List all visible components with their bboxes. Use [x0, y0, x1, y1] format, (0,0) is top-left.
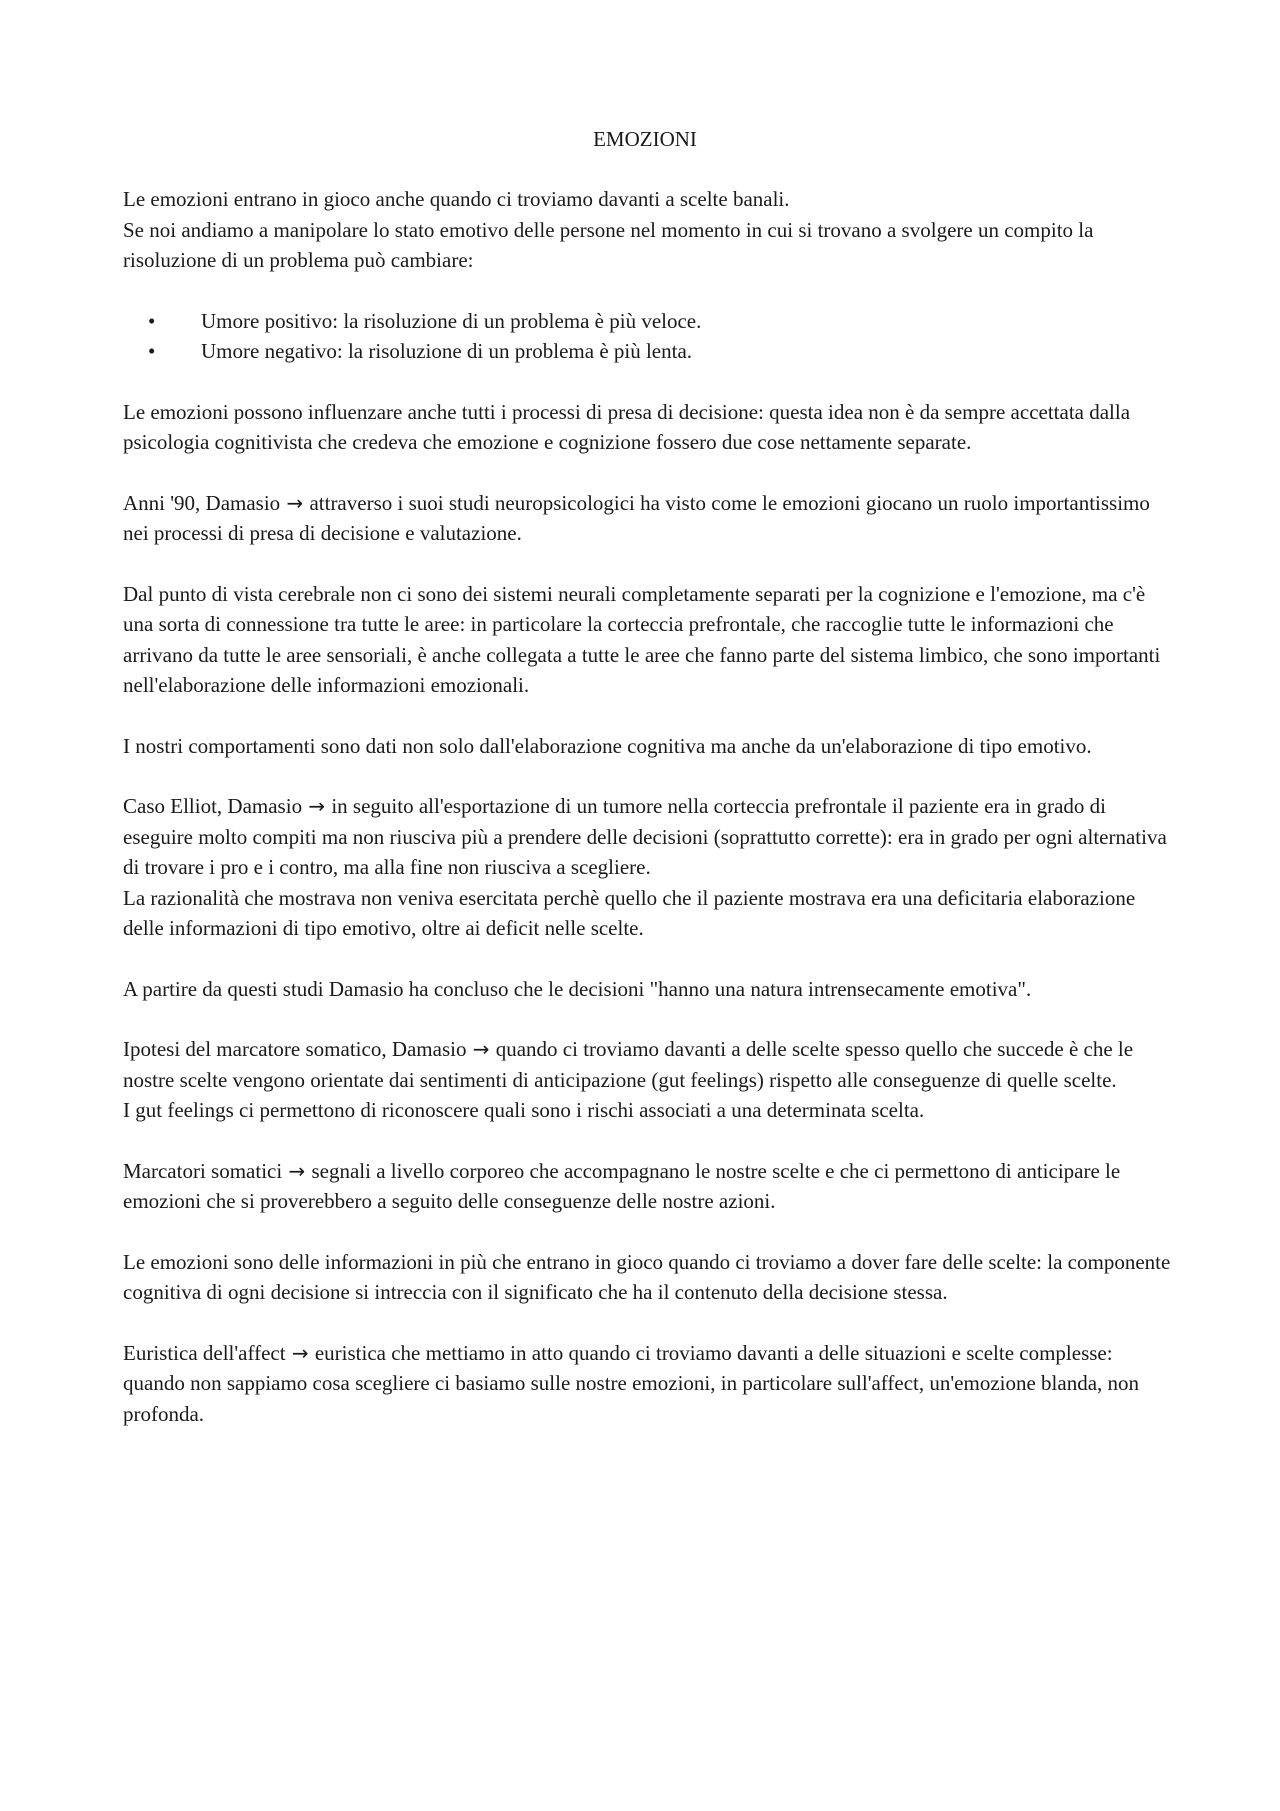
- term: Caso Elliot, Damasio: [123, 794, 303, 818]
- term: Anni '90, Damasio: [123, 490, 281, 515]
- paragraph-comportamenti: I nostri comportamenti sono dati non solo dall'elaborazione cognitiva ma anche da un'elaborazione di tipo emotivo.: [123, 733, 1092, 758]
- mood-list: [123, 306, 1173, 367]
- list-item: [123, 336, 1173, 367]
- paragraph-marcatori: [123, 1156, 1173, 1217]
- arrow-right-icon: →: [286, 490, 304, 515]
- arrow-right-icon: →: [308, 794, 326, 818]
- term: Ipotesi del marcatore somatico, Damasio: [123, 1037, 467, 1061]
- paragraph-elliot: [123, 791, 1173, 944]
- ipotesi-line-2: I gut feelings ci permettono di riconoscere quali sono i rischi associati a una determinata scelta.: [123, 1098, 925, 1122]
- term: Euristica dell'affect: [123, 1340, 286, 1365]
- definition: euristica che mettiamo in atto quando ci troviamo davanti a delle situazioni e scelte complesse: quando non sappiamo cosa scegliere ci basiamo sulle nostre emozioni, in particolare sull'affect, un'emozione blanda, non profonda.: [123, 1340, 1140, 1426]
- arrow-right-icon: →: [472, 1037, 490, 1061]
- page-title: EMOZIONI: [593, 127, 697, 151]
- paragraph-conclusione: A partire da questi studi Damasio ha concluso che le decisioni "hanno una natura intrensecamente emotiva".: [123, 976, 1032, 1001]
- paragraph-informazioni: Le emozioni sono delle informazioni in più che entrano in gioco quando ci troviamo a dover fare delle scelte: la componente cognitiva di ogni decisione si intreccia con il significato che ha il contenuto della decisione stessa.: [123, 1249, 1171, 1304]
- paragraph-decisione: Le emozioni possono influenzare anche tutti i processi di presa di decisione: questa idea non è da sempre accettata dalla psicologia cognitivista che credeva che emozione e cognizione fossero due cose nettamente separate.: [123, 399, 1131, 454]
- definition: quando ci troviamo davanti a delle scelte spesso quello che succede è che le nostre scelte vengono orientate dai sentimenti di anticipazione (gut feelings) rispetto alle conseguenze di quelle scelte.: [123, 1037, 1134, 1092]
- definition: segnali a livello corporeo che accompagnano le nostre scelte e che ci permettono di anticipare le emozioni che si proverebbero a seguito delle conseguenze delle nostre azioni.: [123, 1158, 1121, 1213]
- paragraph-ipotesi: [123, 1034, 1173, 1126]
- paragraph-euristica: [123, 1338, 1173, 1430]
- intro-line-1: Le emozioni entrano in gioco anche quando ci troviamo davanti a scelte banali.: [123, 187, 790, 211]
- paragraph-cerebrale: Dal punto di vista cerebrale non ci sono dei sistemi neurali completamente separati per la cognizione e l'emozione, ma c'è una sorta di connessione tra tutte le aree: in particolare la corteccia prefrontale, che raccoglie tutte le informazioni che arrivano da tutte le aree sensoriali, è anche collegata a tutte le aree che fanno parte del sistema limbico, che sono importanti nell'elaborazione delle informazioni emozionali.: [123, 581, 1161, 697]
- definition: attraverso i suoi studi neuropsicologici ha visto come le emozioni giocano un ruolo importantissimo nei processi di presa di decisione e valutazione.: [123, 490, 1150, 545]
- list-item-text: Umore positivo: la risoluzione di un problema è più veloce.: [201, 308, 702, 333]
- elliot-line-2: La razionalità che mostrava non veniva esercitata perchè quello che il paziente mostrava era una deficitaria elaborazione delle informazioni di tipo emotivo, oltre ai deficit nelle scelte.: [123, 885, 1136, 940]
- arrow-right-icon: →: [288, 1158, 306, 1183]
- paragraph-intro: [123, 184, 1173, 276]
- bullet-icon: •: [148, 308, 156, 333]
- intro-line-2: Se noi andiamo a manipolare lo stato emotivo delle persone nel momento in cui si trovano a svolgere un compito la risoluzione di un problema può cambiare:: [123, 217, 1094, 272]
- bullet-icon: •: [148, 339, 156, 363]
- definition: in seguito all'esportazione di un tumore nella corteccia prefrontale il paziente era in grado di eseguire molto compiti ma non riusciva più a prendere delle decisioni (soprattutto corrette): era in grado per ogni alternativa di trovare i pro e i contro, ma alla fine non riusciva a scegliere.: [123, 794, 1167, 879]
- paragraph-anni90: [123, 488, 1173, 549]
- arrow-right-icon: →: [291, 1340, 309, 1365]
- document-body: [123, 184, 1173, 1459]
- list-item: [123, 306, 1173, 337]
- term: Marcatori somatici: [123, 1158, 283, 1183]
- list-item-text: Umore negativo: la risoluzione di un problema è più lenta.: [201, 339, 693, 363]
